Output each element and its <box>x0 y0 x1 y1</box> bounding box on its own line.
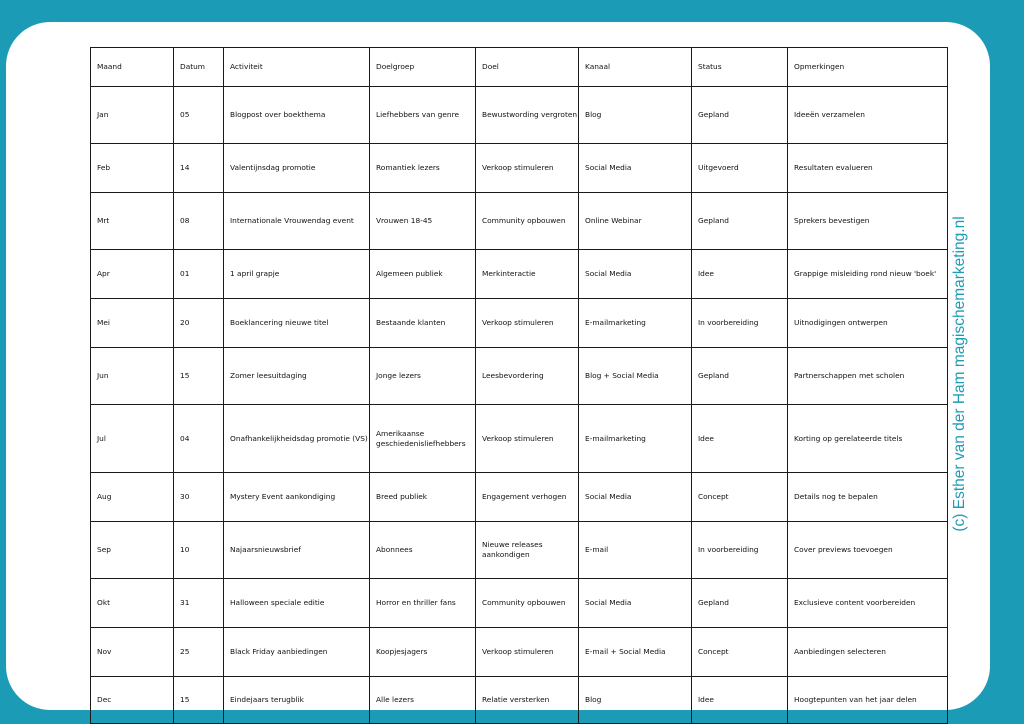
header-opmerkingen: Opmerkingen <box>788 48 948 87</box>
header-kanaal: Kanaal <box>579 48 692 87</box>
cell-date: 08 <box>174 193 224 250</box>
cell-channel: E-mailmarketing <box>579 405 692 473</box>
cell-date: 25 <box>174 628 224 677</box>
cell-status: Gepland <box>692 87 788 144</box>
cell-month: Jul <box>91 405 174 473</box>
cell-remarks: Aanbiedingen selecteren <box>788 628 948 677</box>
cell-channel: Social Media <box>579 144 692 193</box>
cell-month: Aug <box>91 473 174 522</box>
cell-activity: Boeklancering nieuwe titel <box>224 299 370 348</box>
table-row <box>91 348 948 405</box>
cell-date: 10 <box>174 522 224 579</box>
cell-activity: Eindejaars terugblik <box>224 677 370 724</box>
cell-channel: E-mail + Social Media <box>579 628 692 677</box>
cell-channel: E-mailmarketing <box>579 299 692 348</box>
cell-activity: Internationale Vrouwendag event <box>224 193 370 250</box>
cell-audience: Algemeen publiek <box>370 250 476 299</box>
cell-channel: Social Media <box>579 250 692 299</box>
cell-remarks: Cover previews toevoegen <box>788 522 948 579</box>
cell-audience: Breed publiek <box>370 473 476 522</box>
cell-activity: Valentijnsdag promotie <box>224 144 370 193</box>
cell-goal: Bewustwording vergroten <box>476 87 579 144</box>
cell-remarks: Ideeën verzamelen <box>788 87 948 144</box>
header-datum: Datum <box>174 48 224 87</box>
cell-activity: Halloween speciale editie <box>224 579 370 628</box>
cell-remarks: Sprekers bevestigen <box>788 193 948 250</box>
cell-status: Gepland <box>692 579 788 628</box>
cell-goal: Verkoop stimuleren <box>476 628 579 677</box>
cell-activity: Mystery Event aankondiging <box>224 473 370 522</box>
cell-status: Idee <box>692 405 788 473</box>
cell-channel: Blog <box>579 87 692 144</box>
cell-status: Gepland <box>692 193 788 250</box>
table-row <box>91 250 948 299</box>
cell-activity: Blogpost over boekthema <box>224 87 370 144</box>
cell-month: Mrt <box>91 193 174 250</box>
cell-goal: Verkoop stimuleren <box>476 405 579 473</box>
table-row <box>91 87 948 144</box>
cell-month: Feb <box>91 144 174 193</box>
cell-remarks: Hoogtepunten van het jaar delen <box>788 677 948 724</box>
cell-goal: Community opbouwen <box>476 579 579 628</box>
header-doelgroep: Doelgroep <box>370 48 476 87</box>
cell-audience: Jonge lezers <box>370 348 476 405</box>
cell-channel: Online Webinar <box>579 193 692 250</box>
cell-remarks: Uitnodigingen ontwerpen <box>788 299 948 348</box>
cell-month: Okt <box>91 579 174 628</box>
cell-audience: Amerikaanse geschiedenisliefhebbers <box>370 405 476 473</box>
cell-goal: Engagement verhogen <box>476 473 579 522</box>
cell-remarks: Resultaten evalueren <box>788 144 948 193</box>
cell-channel: Blog <box>579 677 692 724</box>
table-row <box>91 628 948 677</box>
table-row <box>91 473 948 522</box>
marketing-calendar-table <box>90 47 948 724</box>
header-maand: Maand <box>91 48 174 87</box>
cell-month: Sep <box>91 522 174 579</box>
cell-status: Concept <box>692 628 788 677</box>
cell-channel: Blog + Social Media <box>579 348 692 405</box>
cell-remarks: Grappige misleiding rond nieuw 'boek' <box>788 250 948 299</box>
content-card <box>6 22 990 710</box>
cell-goal: Verkoop stimuleren <box>476 144 579 193</box>
cell-activity: Zomer leesuitdaging <box>224 348 370 405</box>
cell-goal: Merkinteractie <box>476 250 579 299</box>
cell-status: Concept <box>692 473 788 522</box>
cell-remarks: Details nog te bepalen <box>788 473 948 522</box>
cell-month: Jun <box>91 348 174 405</box>
cell-month: Apr <box>91 250 174 299</box>
header-activiteit: Activiteit <box>224 48 370 87</box>
cell-month: Mei <box>91 299 174 348</box>
cell-audience: Bestaande klanten <box>370 299 476 348</box>
cell-remarks: Korting op gerelateerde titels <box>788 405 948 473</box>
cell-goal: Community opbouwen <box>476 193 579 250</box>
cell-channel: E-mail <box>579 522 692 579</box>
cell-date: 05 <box>174 87 224 144</box>
cell-audience: Liefhebbers van genre <box>370 87 476 144</box>
cell-goal: Verkoop stimuleren <box>476 299 579 348</box>
cell-activity: Black Friday aanbiedingen <box>224 628 370 677</box>
cell-status: Idee <box>692 677 788 724</box>
cell-status: Uitgevoerd <box>692 144 788 193</box>
cell-status: In voorbereiding <box>692 299 788 348</box>
cell-month: Jan <box>91 87 174 144</box>
header-doel: Doel <box>476 48 579 87</box>
cell-goal: Leesbevordering <box>476 348 579 405</box>
cell-audience: Koopjesjagers <box>370 628 476 677</box>
cell-date: 15 <box>174 348 224 405</box>
cell-status: Gepland <box>692 348 788 405</box>
cell-audience: Abonnees <box>370 522 476 579</box>
cell-month: Nov <box>91 628 174 677</box>
cell-channel: Social Media <box>579 473 692 522</box>
cell-date: 31 <box>174 579 224 628</box>
cell-remarks: Exclusieve content voorbereiden <box>788 579 948 628</box>
cell-date: 20 <box>174 299 224 348</box>
cell-audience: Alle lezers <box>370 677 476 724</box>
table-row <box>91 299 948 348</box>
cell-goal: Relatie versterken <box>476 677 579 724</box>
table-row <box>91 405 948 473</box>
cell-date: 14 <box>174 144 224 193</box>
cell-remarks: Partnerschappen met scholen <box>788 348 948 405</box>
cell-month: Dec <box>91 677 174 724</box>
table-row <box>91 579 948 628</box>
cell-activity: 1 april grapje <box>224 250 370 299</box>
cell-audience: Vrouwen 18-45 <box>370 193 476 250</box>
cell-date: 30 <box>174 473 224 522</box>
table-row <box>91 522 948 579</box>
table-row <box>91 144 948 193</box>
cell-date: 15 <box>174 677 224 724</box>
copyright-watermark: (c) Esther van der Ham magischemarketing.nl <box>951 216 968 532</box>
table-row <box>91 677 948 724</box>
cell-status: Idee <box>692 250 788 299</box>
cell-status: In voorbereiding <box>692 522 788 579</box>
cell-date: 04 <box>174 405 224 473</box>
table-row <box>91 193 948 250</box>
cell-activity: Onafhankelijkheidsdag promotie (VS) <box>224 405 370 473</box>
cell-date: 01 <box>174 250 224 299</box>
cell-activity: Najaarsnieuwsbrief <box>224 522 370 579</box>
cell-goal: Nieuwe releases aankondigen <box>476 522 579 579</box>
header-status: Status <box>692 48 788 87</box>
cell-channel: Social Media <box>579 579 692 628</box>
cell-audience: Horror en thriller fans <box>370 579 476 628</box>
table-header-row <box>91 48 948 87</box>
cell-audience: Romantiek lezers <box>370 144 476 193</box>
